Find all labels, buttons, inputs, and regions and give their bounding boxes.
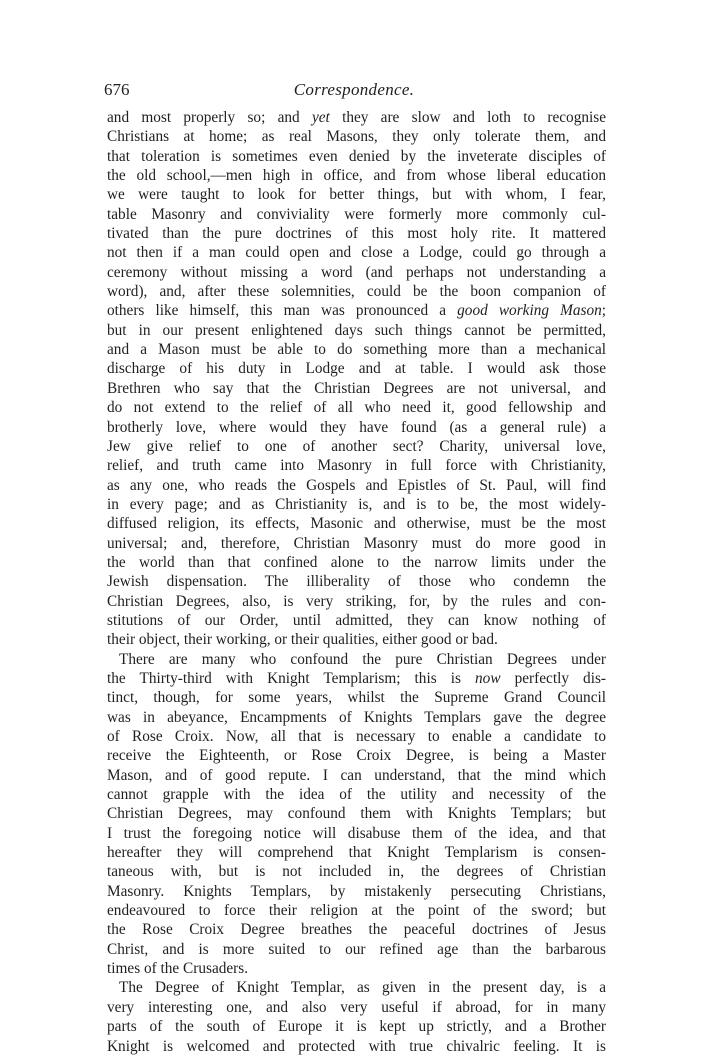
text-line: hereafter they will comprehend that Knight Templarism is consen- [107, 844, 606, 862]
text-line: Christians at home; as real Masons, they only tolerate them, and [107, 128, 606, 146]
text-line: of Rose Croix. Now, all that is necessary to enable a candidate to [107, 728, 606, 745]
text-line: as any one, who reads the Gospels and Epistles of St. Paul, will find [107, 476, 606, 494]
text-line: ceremony without missing a word (and perhaps not understanding a [107, 263, 606, 281]
text-line: was in abeyance, Encampments of Knights Templars gave the degree [107, 708, 606, 726]
text-line: cannot grapple with the idea of the utility and necessity of the [107, 786, 606, 804]
text-line: Jew give relief to one of another sect? Charity, universal love, [107, 437, 606, 455]
text-line: parts of the south of Europe it is kept up strictly, and a Brother [107, 1018, 606, 1036]
text-line: tivated than the pure doctrines of this most holy rite. It mattered [107, 225, 606, 243]
italic-emphasis: good working Mason [457, 302, 602, 320]
text-line: word), and, after these solemnities, could be the boon companion of [107, 283, 606, 301]
text-line: Knight is welcomed and protected with true chivalric feeling. It is [107, 1037, 606, 1055]
italic-emphasis: yet [311, 109, 330, 126]
text-line: the Thirty-third with Knight Templarism; this is now perfectly dis- [107, 669, 606, 687]
body-text [107, 108, 606, 1056]
text-line: universal; and, therefore, Christian Masonry must do more good in [107, 534, 606, 552]
text-line: Christian Degrees, also, is very striking, for, by the rules and con- [107, 592, 606, 610]
text-line: tinct, though, for some years, whilst the Supreme Grand Council [107, 689, 606, 707]
text-line: the old school,—men high in office, and from whose liberal education [107, 167, 606, 185]
text-line: and a Mason must be able to do something more than a mechanical [107, 341, 606, 359]
text-line: but in our present enlightened days such things cannot be permitted, [107, 321, 606, 339]
text-line: relief, and truth came into Masonry in full force with Christianity, [107, 457, 606, 475]
text-line: Christ, and is more suited to our refined age than the barbarous [107, 940, 606, 958]
text-line: There are many who confound the pure Christian Degrees under [119, 650, 606, 668]
text-line: others like himself, this man was pronounced a good working Mason; [107, 302, 606, 320]
text-line: discharge of his duty in Lodge and at table. I would ask those [107, 360, 606, 378]
text-line: not then if a man could open and close a Lodge, could go through a [107, 244, 606, 262]
text-line: Christian Degrees, may confound them with Knights Templars; but [107, 805, 606, 823]
text-line: Mason, and of good repute. I can understand, that the mind which [107, 766, 606, 784]
text-line: diffused religion, its effects, Masonic and otherwise, must be the most [107, 515, 606, 533]
text-line: Masonry. Knights Templars, by mistakenly persecuting Christians, [107, 882, 606, 900]
text-line: stitutions of our Order, until admitted, they can know nothing of [107, 611, 606, 629]
text-line: brotherly love, where would they have found (as a general rule) a [107, 418, 606, 436]
text-line: I trust the foregoing notice will disabuse them of the idea, and that [107, 824, 606, 842]
text-line: very interesting one, and also very useful if abroad, for in many [107, 998, 606, 1016]
text-line: in every page; and as Christianity is, and is to be, the most widely- [107, 495, 606, 513]
text-line: and most properly so; and yet they are slow and loth to recognise [107, 109, 606, 126]
text-line: do not extend to the relief of all who need it, good fellowship and [107, 399, 606, 417]
text-line: we were taught to look for better things, but with whom, I fear, [107, 186, 606, 204]
italic-emphasis: now [475, 669, 501, 687]
text-line: the world than that confined alone to the narrow limits under the [107, 553, 606, 571]
text-line: Jewish dispensation. The illiberality of those who condemn the [107, 573, 606, 591]
text-line: table Masonry and conviviality were formerly more commonly cul- [107, 205, 606, 223]
text-line: The Degree of Knight Templar, as given in the present day, is a [119, 979, 606, 997]
page-header [104, 80, 604, 104]
text-line: receive the Eighteenth, or Rose Croix Degree, is being a Master [107, 747, 606, 765]
running-title: Correspondence. [293, 80, 415, 99]
page-number: 676 [104, 80, 130, 99]
text-line: their object, their working, or their qualities, either good or bad. [107, 631, 498, 649]
text-line: that toleration is sometimes even denied by the inveterate disciples of [107, 147, 606, 165]
text-line: the Rose Croix Degree breathes the peaceful doctrines of Jesus [107, 921, 606, 939]
text-line: times of the Crusaders. [107, 960, 249, 978]
text-line: Brethren who say that the Christian Degrees are not universal, and [107, 379, 606, 397]
text-line: taneous with, but is not included in, the degrees of Christian [107, 863, 606, 881]
text-line: endeavoured to force their religion at the point of the sword; but [107, 902, 606, 920]
